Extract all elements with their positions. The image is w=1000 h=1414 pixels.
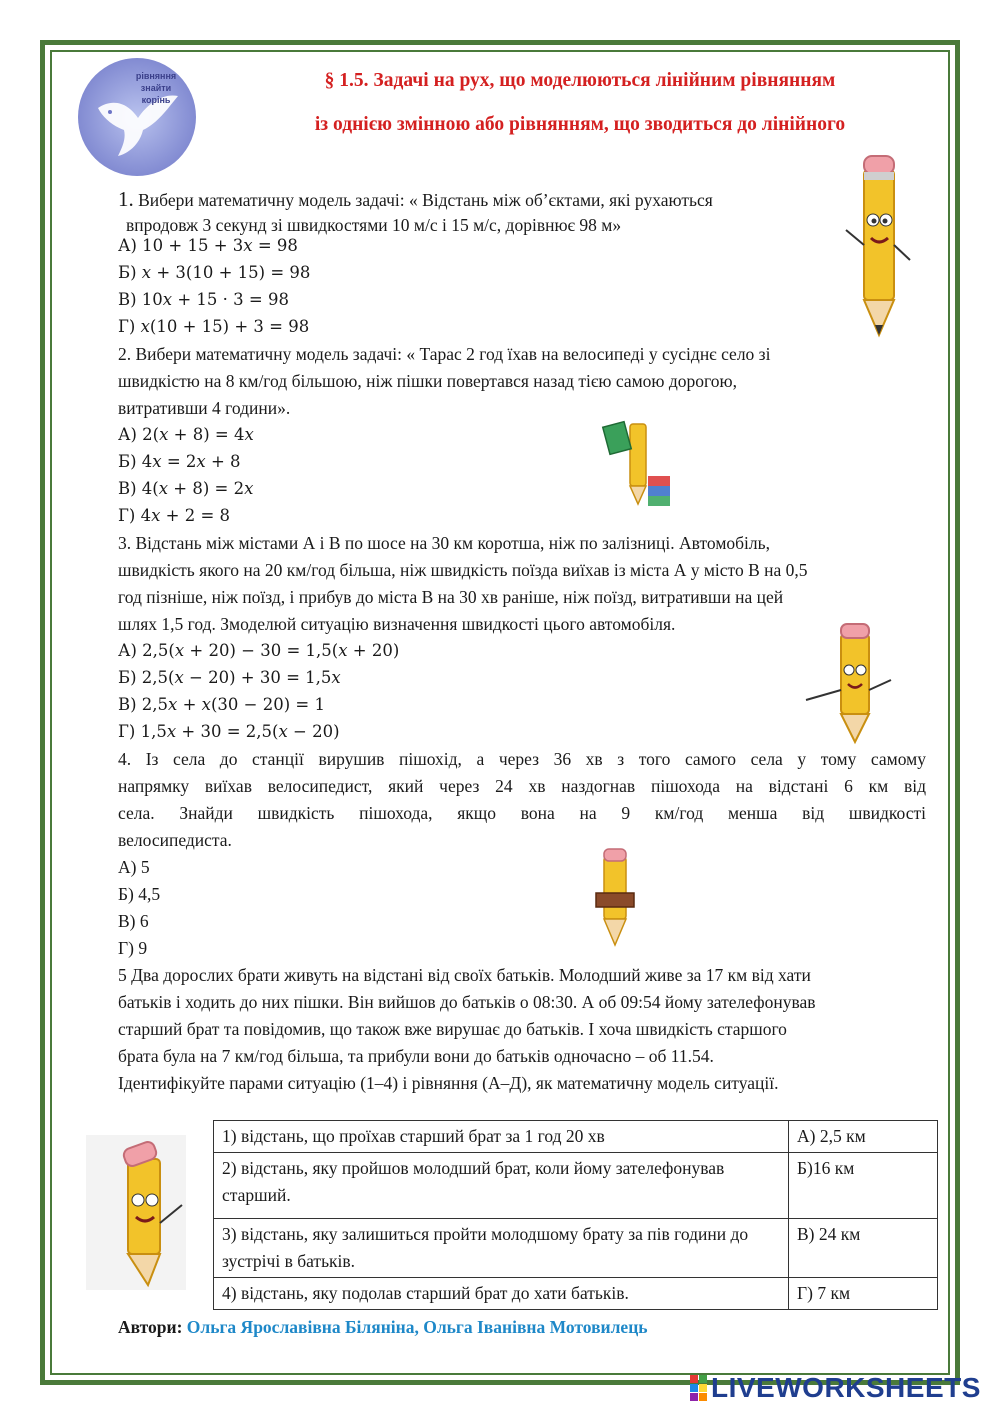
liveworksheets-wordmark: LIVEWORKSHEETS bbox=[711, 1372, 981, 1403]
pencil-reading-icon bbox=[600, 412, 672, 517]
pencil-mascot-icon bbox=[838, 150, 918, 340]
q3-text-line-3: год пізніше, ніж поїзд, і прибув до міста В на 30 хв раніше, ніж поїзд, витративши на цей bbox=[118, 587, 784, 607]
page-title-line-1: § 1.5. Задачі на рух, що моделюються лінійним рівнянням bbox=[324, 70, 836, 91]
q1-text-line-2: впродовж 3 секунд зі швидкостями 10 м/с і 15 м/с, дорівнює 98 м» bbox=[126, 215, 622, 235]
table-cell-situation: 3) відстань, яку залишиться пройти молодшому брату за пів години до зустрічі в батьків. bbox=[214, 1219, 789, 1278]
table-cell-situation: 2) відстань, яку пройшов молодший брат, коли йому зателефонував старший. bbox=[214, 1153, 789, 1219]
q1-option-d[interactable]: Г) 𝑥(10 + 15) + 3 = 98 bbox=[118, 317, 310, 336]
authors-line bbox=[118, 1317, 648, 1338]
pencil-waving-icon bbox=[796, 620, 896, 745]
q5-text-line-1: 5 Два дорослих брати живуть на відстані від своїх батьків. Молодший живе за 17 км від хати bbox=[118, 965, 811, 985]
q4-text-line-1: 4. Із села до станції вирушив пішохід, а через 36 хв з того самого села у тому самому bbox=[118, 749, 926, 769]
q1-text-line-1: 1. Вибери математичну модель задачі: « Відстань між об’єктами, які рухаються bbox=[118, 187, 713, 211]
pencil-pointing-icon bbox=[86, 1135, 186, 1290]
authors-label: Автори: bbox=[118, 1317, 183, 1337]
table-row bbox=[214, 1153, 938, 1219]
q4-text-line-2: напрямку виїхав велосипедист, який через 24 хв наздогнав пішохода на відстані 6 км від bbox=[118, 776, 926, 796]
table-row bbox=[214, 1121, 938, 1153]
q3-text-line-4: шлях 1,5 год. Змоделюй ситуацію визначення швидкості цього автомобіля. bbox=[118, 614, 676, 634]
q3-text-line-2: швидкість якого на 20 км/год більша, ніж швидкість поїзда виїхав із міста А у місто В на 0,5 bbox=[118, 560, 808, 580]
table-cell-situation: 4) відстань, яку подолав старший брат до хати батьків. bbox=[214, 1278, 789, 1310]
q2-option-b[interactable]: Б) 4𝑥 = 2𝑥 + 8 bbox=[118, 452, 241, 471]
table-cell-answer[interactable]: В) 24 км bbox=[789, 1219, 938, 1278]
q1-option-b[interactable]: Б) 𝑥 + 3(10 + 15) = 98 bbox=[118, 263, 311, 282]
q2-text-line-2: швидкістю на 8 км/год більшою, ніж пішки повертався назад тією самою дорогою, bbox=[118, 371, 737, 391]
liveworksheets-logo-icon bbox=[690, 1375, 707, 1401]
table-cell-situation: 1) відстань, що проїхав старший брат за 1 год 20 хв bbox=[214, 1121, 789, 1153]
table-cell-answer[interactable]: Г) 7 км bbox=[789, 1278, 938, 1310]
q5-text-line-4: брата була на 7 км/год більша, та прибули вони до батьків одночасно – об 11.54. bbox=[118, 1046, 714, 1066]
q4-option-d[interactable]: Г) 9 bbox=[118, 938, 148, 958]
pencil-book-icon bbox=[582, 845, 642, 950]
table-row bbox=[214, 1219, 938, 1278]
q4-option-a[interactable]: А) 5 bbox=[118, 857, 150, 877]
page-title-line-2: із однією змінною або рівнянням, що зводиться до лінійного bbox=[314, 114, 846, 135]
q5-text-line-2: батьків і ходить до них пішки. Він вийшов до батьків о 08:30. А об 09:54 йому зателефонував bbox=[118, 992, 816, 1012]
logo-text: рівняння знайти корінь bbox=[135, 71, 177, 105]
q2-option-d[interactable]: Г) 4𝑥 + 2 = 8 bbox=[118, 506, 231, 525]
q5-text-line-3: старший брат та повідомив, що також вже вирушає до батьків. І хоча швидкість старшого bbox=[118, 1019, 787, 1039]
q5-text-line-5: Ідентифікуйте парами ситуацію (1–4) і рівняння (А–Д), як математичну модель ситуації. bbox=[118, 1073, 779, 1093]
table-cell-answer[interactable]: А) 2,5 км bbox=[789, 1121, 938, 1153]
liveworksheets-brand bbox=[690, 1372, 981, 1404]
authors-names: Ольга Ярославівна Біляніна, Ольга Іванівна Мотовилець bbox=[186, 1317, 648, 1337]
dove-logo bbox=[78, 58, 196, 176]
q1-option-c[interactable]: В) 10𝑥 + 15 · 3 = 98 bbox=[118, 290, 289, 309]
q4-text-line-4: велосипедиста. bbox=[118, 830, 232, 850]
matching-table bbox=[213, 1120, 938, 1310]
q3-option-a[interactable]: А) 2,5(𝑥 + 20) − 30 = 1,5(𝑥 + 20) bbox=[118, 641, 400, 660]
q1-option-a[interactable]: А) 10 + 15 + 3𝑥 = 98 bbox=[118, 236, 298, 255]
q4-option-b[interactable]: Б) 4,5 bbox=[118, 884, 161, 904]
q2-option-c[interactable]: В) 4(𝑥 + 8) = 2𝑥 bbox=[118, 479, 254, 498]
q2-text-line-1: 2. Вибери математичну модель задачі: « Тарас 2 год їхав на велосипеді у сусіднє село зі bbox=[118, 344, 771, 364]
table-cell-answer[interactable]: Б)16 км bbox=[789, 1153, 938, 1219]
q2-option-a[interactable]: А) 2(𝑥 + 8) = 4𝑥 bbox=[118, 425, 254, 444]
q3-option-c[interactable]: В) 2,5𝑥 + 𝑥(30 − 20) = 1 bbox=[118, 695, 325, 714]
q2-text-line-3: витративши 4 години». bbox=[118, 398, 291, 418]
q4-option-c[interactable]: В) 6 bbox=[118, 911, 149, 931]
q3-option-b[interactable]: Б) 2,5(𝑥 − 20) + 30 = 1,5𝑥 bbox=[118, 668, 341, 687]
table-row bbox=[214, 1278, 938, 1310]
q3-option-d[interactable]: Г) 1,5𝑥 + 30 = 2,5(𝑥 − 20) bbox=[118, 722, 340, 741]
q3-text-line-1: 3. Відстань між містами А і В по шосе на 30 км коротша, ніж по залізниці. Автомобіль, bbox=[118, 533, 770, 553]
q4-text-line-3: села. Знайди швидкість пішохода, якщо вона на 9 км/год менша від швидкості bbox=[118, 803, 926, 823]
